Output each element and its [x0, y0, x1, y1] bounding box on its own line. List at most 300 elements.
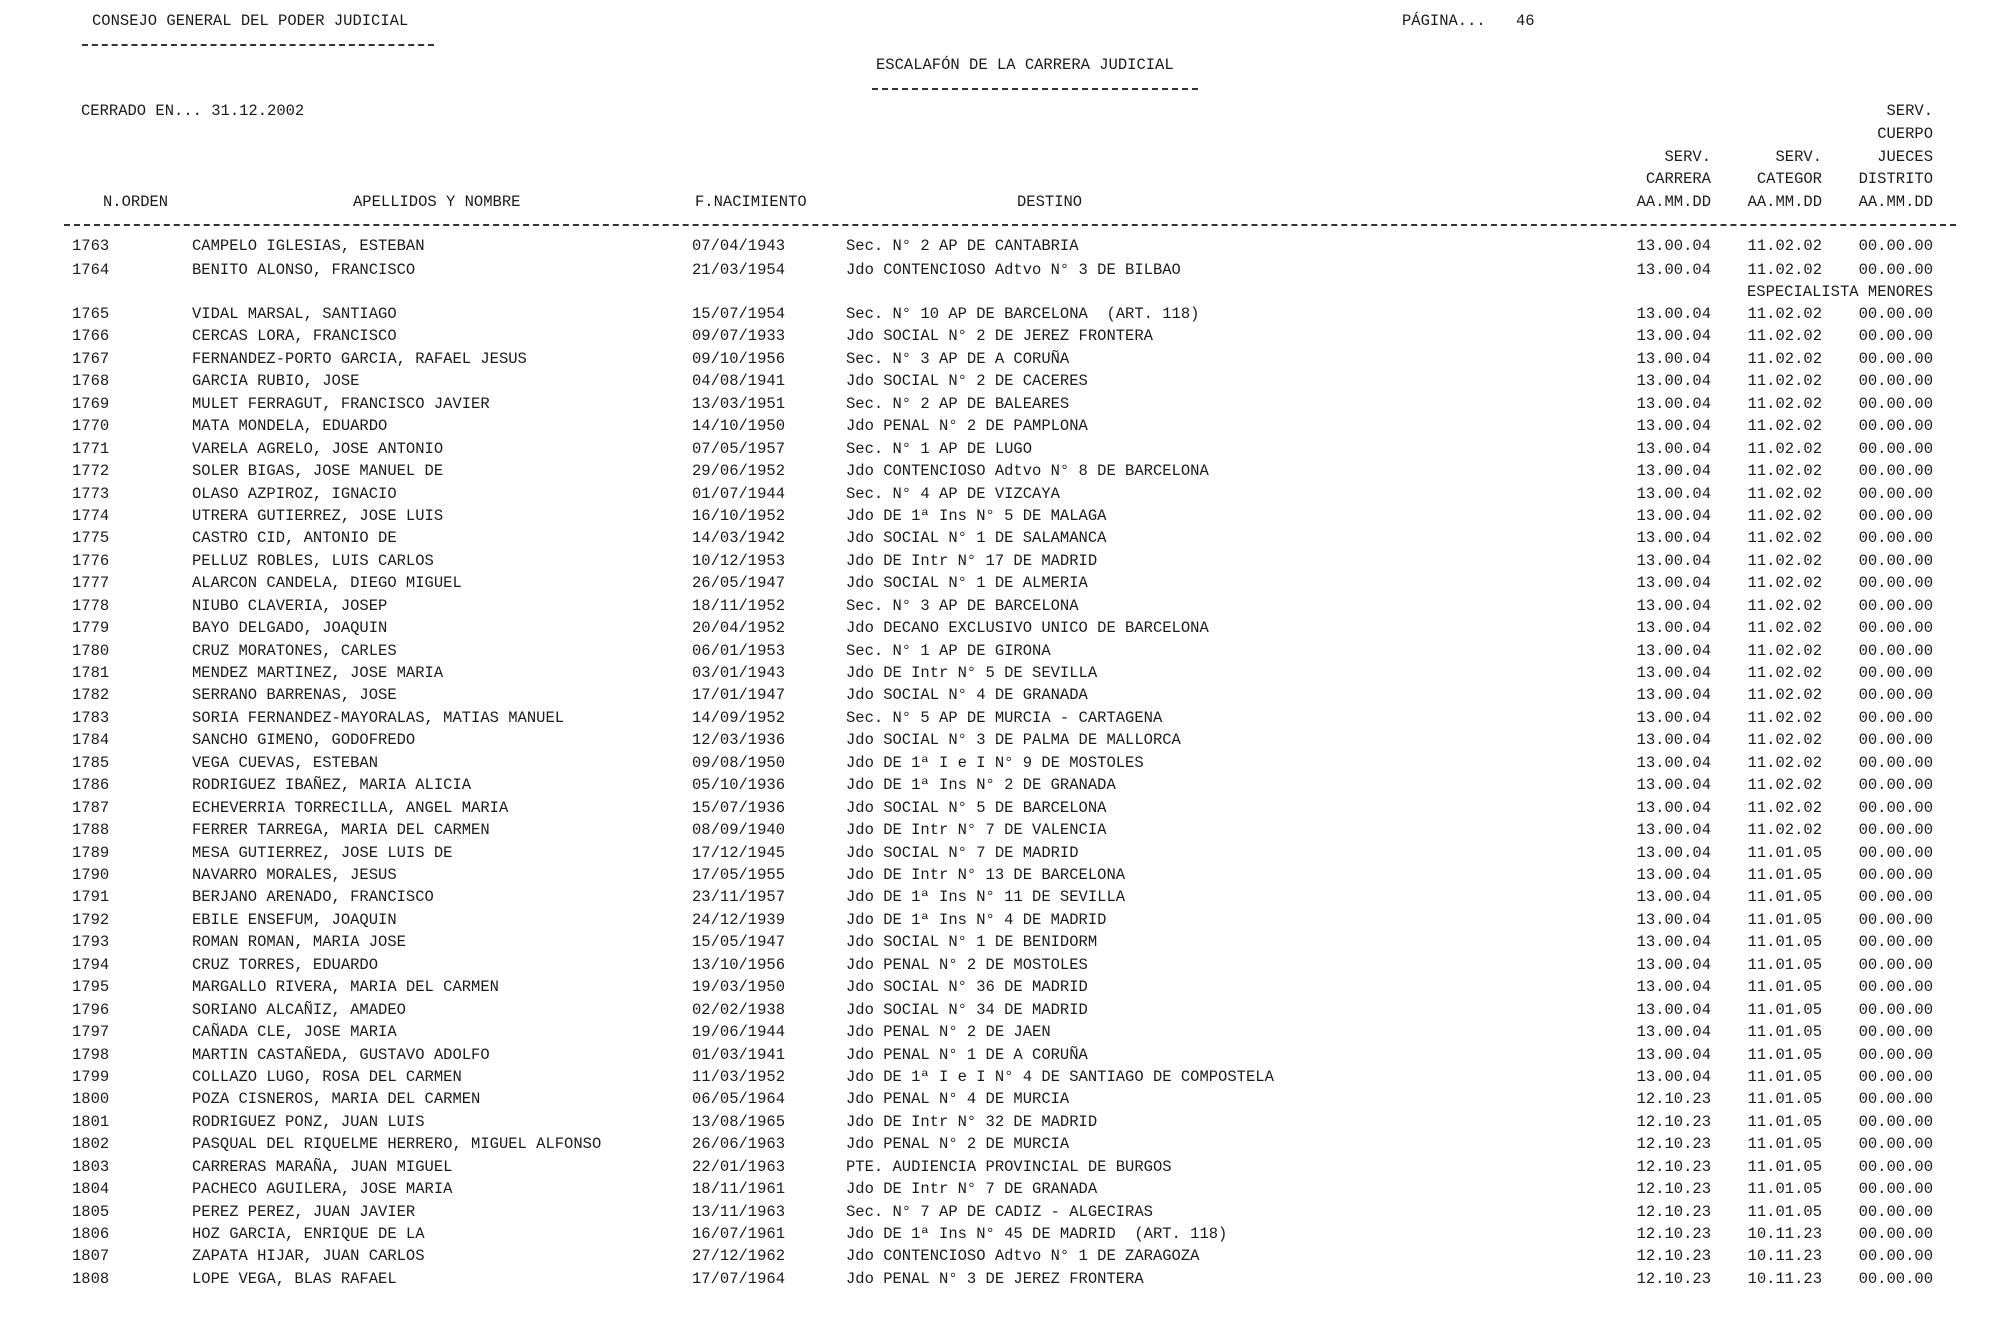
orden-number: 1791 [72, 888, 110, 907]
serv-distrito: 00.00.00 [1858, 417, 1933, 436]
serv-distrito: 00.00.00 [1858, 484, 1933, 503]
serv-carrera: 13.00.04 [1636, 978, 1711, 997]
serv-carrera: 12.10.23 [1636, 1112, 1711, 1131]
serv-categor: 11.01.05 [1747, 1202, 1822, 1221]
serv-categor: 11.01.05 [1747, 1090, 1822, 1109]
birth-date: 13/10/1956 [692, 955, 786, 974]
serv-distrito: 00.00.00 [1858, 933, 1933, 952]
destination: Jdo CONTENCIOSO Adtvo N° 8 DE BARCELONA [846, 462, 1209, 481]
orden-number: 1804 [72, 1180, 110, 1199]
birth-date: 22/01/1963 [692, 1157, 786, 1176]
destination: Sec. N° 2 AP DE BALEARES [846, 394, 1070, 413]
serv-categor: 11.02.02 [1747, 506, 1822, 525]
orden-number: 1773 [72, 484, 110, 503]
birth-date: 02/02/1938 [692, 1000, 786, 1019]
serv-distrito: 00.00.00 [1858, 1023, 1933, 1042]
column-header-destino: DESTINO [1017, 193, 1083, 211]
full-name: CAÑADA CLE, JOSE MARIA [192, 1023, 397, 1042]
orden-number: 1805 [72, 1202, 110, 1221]
birth-date: 17/07/1964 [692, 1269, 786, 1288]
column-header-distrito-line: SERV. [1886, 102, 1933, 120]
serv-carrera: 13.00.04 [1636, 506, 1711, 525]
destination: Jdo PENAL N° 4 DE MURCIA [846, 1090, 1070, 1109]
serv-categor: 11.01.05 [1747, 1180, 1822, 1199]
serv-distrito: 00.00.00 [1858, 462, 1933, 481]
serv-distrito: 00.00.00 [1858, 664, 1933, 683]
serv-distrito: 00.00.00 [1858, 394, 1933, 413]
full-name: SANCHO GIMENO, GODOFREDO [192, 731, 416, 750]
full-name: ZAPATA HIJAR, JUAN CARLOS [192, 1247, 425, 1266]
serv-categor: 11.02.02 [1747, 439, 1822, 458]
serv-distrito: 00.00.00 [1858, 619, 1933, 638]
column-header-nacimiento: F.NACIMIENTO [695, 193, 807, 211]
birth-date: 16/07/1961 [692, 1225, 786, 1244]
full-name: COLLAZO LUGO, ROSA DEL CARMEN [192, 1067, 462, 1086]
serv-categor: 11.01.05 [1747, 888, 1822, 907]
divider [82, 44, 434, 46]
full-name: MATA MONDELA, EDUARDO [192, 417, 388, 436]
serv-distrito: 00.00.00 [1858, 574, 1933, 593]
destination: Jdo DE 1ª Ins N° 2 DE GRANADA [846, 776, 1116, 795]
serv-distrito: 00.00.00 [1858, 1202, 1933, 1221]
serv-carrera: 13.00.04 [1636, 327, 1711, 346]
birth-date: 06/01/1953 [692, 641, 786, 660]
destination: Jdo DE Intr N° 17 DE MADRID [846, 551, 1098, 570]
birth-date: 13/03/1951 [692, 394, 786, 413]
destination: Jdo DECANO EXCLUSIVO UNICO DE BARCELONA [846, 619, 1209, 638]
serv-carrera: 13.00.04 [1636, 372, 1711, 391]
birth-date: 18/11/1952 [692, 596, 786, 615]
orden-number: 1801 [72, 1112, 110, 1131]
full-name: SERRANO BARRENAS, JOSE [192, 686, 397, 705]
destination: Jdo SOCIAL N° 1 DE ALMERIA [846, 574, 1088, 593]
destination: Jdo PENAL N° 3 DE JEREZ FRONTERA [846, 1269, 1144, 1288]
serv-carrera: 13.00.04 [1636, 349, 1711, 368]
full-name: UTRERA GUTIERREZ, JOSE LUIS [192, 506, 444, 525]
serv-categor: 11.02.02 [1747, 237, 1822, 255]
serv-distrito: 00.00.00 [1858, 731, 1933, 750]
serv-carrera: 13.00.04 [1636, 686, 1711, 705]
serv-carrera: 13.00.04 [1636, 888, 1711, 907]
serv-categor: 11.02.02 [1747, 798, 1822, 817]
serv-distrito: 00.00.00 [1858, 686, 1933, 705]
serv-categor: 11.02.02 [1747, 686, 1822, 705]
destination: Jdo SOCIAL N° 36 DE MADRID [846, 978, 1088, 997]
serv-categor: 11.02.02 [1747, 261, 1822, 279]
full-name: PASQUAL DEL RIQUELME HERRERO, MIGUEL ALFONSO [192, 1135, 602, 1154]
full-name: ALARCON CANDELA, DIEGO MIGUEL [192, 574, 462, 593]
birth-date: 23/11/1957 [692, 888, 786, 907]
serv-categor: 11.02.02 [1747, 349, 1822, 368]
full-name: CRUZ TORRES, EDUARDO [192, 955, 379, 974]
destination: Jdo DE 1ª Ins N° 11 DE SEVILLA [846, 888, 1126, 907]
birth-date: 09/10/1956 [692, 349, 786, 368]
birth-date: 11/03/1952 [692, 1067, 786, 1086]
serv-distrito: 00.00.00 [1858, 1045, 1933, 1064]
page-number: 46 [1516, 12, 1535, 30]
orden-number: 1775 [72, 529, 110, 548]
orden-number: 1790 [72, 866, 110, 884]
birth-date: 18/11/1961 [692, 1180, 786, 1199]
full-name: SORIANO ALCAÑIZ, AMADEO [192, 1000, 406, 1019]
full-name: MESA GUTIERREZ, JOSE LUIS DE [192, 843, 453, 862]
birth-date: 26/06/1963 [692, 1135, 786, 1154]
column-header-categor-line: SERV. [1775, 148, 1822, 166]
serv-carrera: 13.00.04 [1636, 1067, 1711, 1086]
serv-carrera: 12.10.23 [1636, 1180, 1711, 1199]
destination: Sec. N° 3 AP DE A CORUÑA [846, 349, 1070, 368]
serv-distrito: 00.00.00 [1858, 439, 1933, 458]
orden-number: 1779 [72, 619, 110, 638]
destination: Jdo PENAL N° 2 DE PAMPLONA [846, 417, 1088, 436]
orden-number: 1802 [72, 1135, 110, 1154]
serv-categor: 11.01.05 [1747, 1157, 1822, 1176]
column-header-nombre: APELLIDOS Y NOMBRE [353, 193, 521, 211]
full-name: EBILE ENSEFUM, JOAQUIN [192, 910, 397, 929]
orden-number: 1770 [72, 417, 110, 436]
document-title: ESCALAFÓN DE LA CARRERA JUDICIAL [876, 56, 1174, 74]
destination: Jdo PENAL N° 2 DE JAEN [846, 1023, 1051, 1042]
column-header-carrera-line: SERV. [1664, 148, 1711, 166]
orden-number: 1786 [72, 776, 110, 795]
full-name: RODRIGUEZ IBAÑEZ, MARIA ALICIA [192, 776, 472, 795]
serv-carrera: 13.00.04 [1636, 261, 1711, 279]
serv-carrera: 13.00.04 [1636, 394, 1711, 413]
birth-date: 29/06/1952 [692, 462, 786, 481]
orden-number: 1783 [72, 708, 110, 727]
serv-categor: 11.01.05 [1747, 933, 1822, 952]
full-name: HOZ GARCIA, ENRIQUE DE LA [192, 1225, 425, 1244]
serv-categor: 11.02.02 [1747, 327, 1822, 346]
serv-categor: 11.02.02 [1747, 821, 1822, 840]
birth-date: 12/03/1936 [692, 731, 786, 750]
orden-number: 1784 [72, 731, 110, 750]
destination: Jdo CONTENCIOSO Adtvo N° 1 DE ZARAGOZA [846, 1247, 1200, 1266]
full-name: CASTRO CID, ANTONIO DE [192, 529, 397, 548]
serv-carrera: 13.00.04 [1636, 237, 1711, 255]
birth-date: 04/08/1941 [692, 372, 786, 391]
orden-number: 1806 [72, 1225, 110, 1244]
serv-distrito: 00.00.00 [1858, 1067, 1933, 1086]
serv-distrito: 00.00.00 [1858, 1269, 1933, 1288]
orden-number: 1776 [72, 551, 110, 570]
orden-number: 1787 [72, 798, 110, 817]
serv-categor: 11.02.02 [1747, 305, 1822, 323]
full-name: OLASO AZPIROZ, IGNACIO [192, 484, 397, 503]
orden-number: 1795 [72, 978, 110, 997]
serv-distrito: 00.00.00 [1858, 529, 1933, 548]
destination: Jdo DE 1ª Ins N° 4 DE MADRID [846, 910, 1107, 929]
birth-date: 05/10/1936 [692, 776, 786, 795]
birth-date: 27/12/1962 [692, 1247, 786, 1266]
birth-date: 15/07/1954 [692, 305, 786, 323]
orden-number: 1769 [72, 394, 110, 413]
birth-date: 21/03/1954 [692, 261, 786, 279]
serv-carrera: 13.00.04 [1636, 551, 1711, 570]
column-header-distrito-line: AA.MM.DD [1858, 193, 1933, 211]
full-name: NAVARRO MORALES, JESUS [192, 866, 397, 884]
orden-number: 1785 [72, 753, 110, 772]
orden-number: 1800 [72, 1090, 110, 1109]
serv-categor: 11.02.02 [1747, 731, 1822, 750]
serv-carrera: 13.00.04 [1636, 955, 1711, 974]
full-name: SORIA FERNANDEZ-MAYORALAS, MATIAS MANUEL [192, 708, 565, 727]
destination: Jdo SOCIAL N° 5 DE BARCELONA [846, 798, 1107, 817]
serv-categor: 11.01.05 [1747, 910, 1822, 929]
serv-distrito: 00.00.00 [1858, 1247, 1933, 1266]
column-header-distrito-line: DISTRITO [1858, 170, 1933, 188]
serv-carrera: 13.00.04 [1636, 619, 1711, 638]
full-name: NIUBO CLAVERIA, JOSEP [192, 596, 388, 615]
destination: Sec. N° 7 AP DE CADIZ - ALGECIRAS [846, 1202, 1153, 1221]
specialty-note: ESPECIALISTA MENORES [1746, 283, 1933, 301]
column-header-categor-line: CATEGOR [1756, 170, 1822, 188]
birth-date: 01/07/1944 [692, 484, 786, 503]
destination: Sec. N° 10 AP DE BARCELONA (ART. 118) [846, 305, 1200, 323]
serv-distrito: 00.00.00 [1858, 551, 1933, 570]
serv-categor: 10.11.23 [1747, 1225, 1822, 1244]
serv-categor: 11.01.05 [1747, 843, 1822, 862]
page-label: PÁGINA... [1402, 12, 1486, 30]
orden-number: 1771 [72, 439, 110, 458]
full-name: PELLUZ ROBLES, LUIS CARLOS [192, 551, 434, 570]
full-name: CRUZ MORATONES, CARLES [192, 641, 397, 660]
serv-categor: 11.02.02 [1747, 776, 1822, 795]
header-divider [64, 224, 1956, 226]
birth-date: 09/07/1933 [692, 327, 786, 346]
full-name: PACHECO AGUILERA, JOSE MARIA [192, 1180, 453, 1199]
orden-number: 1794 [72, 955, 110, 974]
orden-number: 1780 [72, 641, 110, 660]
serv-distrito: 00.00.00 [1858, 1090, 1933, 1109]
serv-distrito: 00.00.00 [1858, 843, 1933, 862]
destination: Sec. N° 1 AP DE GIRONA [846, 641, 1051, 660]
serv-carrera: 13.00.04 [1636, 1023, 1711, 1042]
serv-distrito: 00.00.00 [1858, 641, 1933, 660]
serv-carrera: 13.00.04 [1636, 1000, 1711, 1019]
serv-carrera: 13.00.04 [1636, 821, 1711, 840]
serv-carrera: 13.00.04 [1636, 641, 1711, 660]
serv-categor: 11.01.05 [1747, 1112, 1822, 1131]
destination: Jdo DE 1ª I e I N° 9 DE MOSTOLES [846, 753, 1144, 772]
full-name: SOLER BIGAS, JOSE MANUEL DE [192, 462, 444, 481]
full-name: PEREZ PEREZ, JUAN JAVIER [192, 1202, 416, 1221]
orden-number: 1768 [72, 372, 110, 391]
full-name: MARGALLO RIVERA, MARIA DEL CARMEN [192, 978, 499, 997]
serv-carrera: 13.00.04 [1636, 776, 1711, 795]
serv-distrito: 00.00.00 [1858, 821, 1933, 840]
destination: PTE. AUDIENCIA PROVINCIAL DE BURGOS [846, 1157, 1172, 1176]
destination: Jdo DE 1ª I e I N° 4 DE SANTIAGO DE COMPOSTELA [846, 1067, 1274, 1086]
serv-categor: 11.02.02 [1747, 551, 1822, 570]
destination: Sec. N° 4 AP DE VIZCAYA [846, 484, 1060, 503]
birth-date: 24/12/1939 [692, 910, 786, 929]
orden-number: 1793 [72, 933, 110, 952]
organization-name: CONSEJO GENERAL DEL PODER JUDICIAL [92, 12, 409, 30]
serv-categor: 11.02.02 [1747, 529, 1822, 548]
birth-date: 15/07/1936 [692, 798, 786, 817]
closed-date: CERRADO EN... 31.12.2002 [81, 102, 305, 120]
serv-distrito: 00.00.00 [1858, 506, 1933, 525]
full-name: MARTIN CASTAÑEDA, GUSTAVO ADOLFO [192, 1045, 490, 1064]
birth-date: 14/03/1942 [692, 529, 786, 548]
serv-carrera: 13.00.04 [1636, 462, 1711, 481]
serv-carrera: 13.00.04 [1636, 664, 1711, 683]
destination: Jdo PENAL N° 2 DE MOSTOLES [846, 955, 1088, 974]
destination: Jdo DE Intr N° 7 DE GRANADA [846, 1180, 1098, 1199]
birth-date: 08/09/1940 [692, 821, 786, 840]
full-name: FERRER TARREGA, MARIA DEL CARMEN [192, 821, 490, 840]
serv-carrera: 13.00.04 [1636, 484, 1711, 503]
serv-categor: 11.01.05 [1747, 955, 1822, 974]
full-name: VEGA CUEVAS, ESTEBAN [192, 753, 379, 772]
destination: Jdo DE Intr N° 7 DE VALENCIA [846, 821, 1107, 840]
birth-date: 20/04/1952 [692, 619, 786, 638]
serv-categor: 11.02.02 [1747, 394, 1822, 413]
orden-number: 1763 [72, 237, 110, 255]
serv-distrito: 00.00.00 [1858, 349, 1933, 368]
full-name: BERJANO ARENADO, FRANCISCO [192, 888, 434, 907]
serv-categor: 11.02.02 [1747, 664, 1822, 683]
destination: Jdo DE Intr N° 5 DE SEVILLA [846, 664, 1098, 683]
destination: Jdo SOCIAL N° 4 DE GRANADA [846, 686, 1088, 705]
orden-number: 1788 [72, 821, 110, 840]
orden-number: 1778 [72, 596, 110, 615]
full-name: CARRERAS MARAÑA, JUAN MIGUEL [192, 1157, 453, 1176]
serv-categor: 11.02.02 [1747, 484, 1822, 503]
serv-categor: 11.01.05 [1747, 1067, 1822, 1086]
serv-distrito: 00.00.00 [1858, 1135, 1933, 1154]
destination: Jdo PENAL N° 1 DE A CORUÑA [846, 1045, 1088, 1064]
serv-carrera: 13.00.04 [1636, 910, 1711, 929]
orden-number: 1798 [72, 1045, 110, 1064]
birth-date: 03/01/1943 [692, 664, 786, 683]
full-name: RODRIGUEZ PONZ, JUAN LUIS [192, 1112, 425, 1131]
birth-date: 13/08/1965 [692, 1112, 786, 1131]
birth-date: 14/09/1952 [692, 708, 786, 727]
serv-carrera: 13.00.04 [1636, 753, 1711, 772]
serv-categor: 11.02.02 [1747, 462, 1822, 481]
destination: Jdo DE 1ª Ins N° 45 DE MADRID (ART. 118) [846, 1225, 1228, 1244]
birth-date: 01/03/1941 [692, 1045, 786, 1064]
serv-carrera: 12.10.23 [1636, 1247, 1711, 1266]
serv-distrito: 00.00.00 [1858, 596, 1933, 615]
divider [872, 88, 1198, 90]
serv-distrito: 00.00.00 [1858, 1157, 1933, 1176]
destination: Jdo SOCIAL N° 3 DE PALMA DE MALLORCA [846, 731, 1181, 750]
serv-distrito: 00.00.00 [1858, 776, 1933, 795]
serv-carrera: 12.10.23 [1636, 1090, 1711, 1109]
destination: Sec. N° 5 AP DE MURCIA - CARTAGENA [846, 708, 1163, 727]
serv-distrito: 00.00.00 [1858, 798, 1933, 817]
full-name: CAMPELO IGLESIAS, ESTEBAN [192, 237, 425, 255]
orden-number: 1796 [72, 1000, 110, 1019]
destination: Jdo DE Intr N° 32 DE MADRID [846, 1112, 1098, 1131]
birth-date: 09/08/1950 [692, 753, 786, 772]
orden-number: 1766 [72, 327, 110, 346]
birth-date: 14/10/1950 [692, 417, 786, 436]
full-name: GARCIA RUBIO, JOSE [192, 372, 360, 391]
destination: Sec. N° 2 AP DE CANTABRIA [846, 237, 1079, 255]
serv-carrera: 13.00.04 [1636, 798, 1711, 817]
birth-date: 26/05/1947 [692, 574, 786, 593]
birth-date: 17/12/1945 [692, 843, 786, 862]
full-name: MULET FERRAGUT, FRANCISCO JAVIER [192, 394, 490, 413]
serv-distrito: 00.00.00 [1858, 888, 1933, 907]
serv-categor: 11.01.05 [1747, 866, 1822, 884]
orden-number: 1797 [72, 1023, 110, 1042]
serv-distrito: 00.00.00 [1858, 910, 1933, 929]
column-header-distrito-line: JUECES [1877, 148, 1933, 166]
orden-number: 1792 [72, 910, 110, 929]
serv-categor: 10.11.23 [1747, 1269, 1822, 1288]
destination: Jdo SOCIAL N° 34 DE MADRID [846, 1000, 1088, 1019]
birth-date: 06/05/1964 [692, 1090, 786, 1109]
serv-distrito: 00.00.00 [1858, 327, 1933, 346]
orden-number: 1807 [72, 1247, 110, 1266]
full-name: VIDAL MARSAL, SANTIAGO [192, 305, 397, 323]
serv-carrera: 13.00.04 [1636, 596, 1711, 615]
serv-carrera: 12.10.23 [1636, 1269, 1711, 1288]
orden-number: 1803 [72, 1157, 110, 1176]
column-header-categor-line: AA.MM.DD [1747, 193, 1822, 211]
destination: Jdo DE 1ª Ins N° 5 DE MALAGA [846, 506, 1107, 525]
serv-categor: 11.02.02 [1747, 708, 1822, 727]
serv-categor: 11.01.05 [1747, 1023, 1822, 1042]
birth-date: 07/04/1943 [692, 237, 786, 255]
serv-distrito: 00.00.00 [1858, 978, 1933, 997]
serv-carrera: 13.00.04 [1636, 1045, 1711, 1064]
orden-number: 1808 [72, 1269, 110, 1288]
serv-distrito: 00.00.00 [1858, 261, 1933, 279]
column-header-carrera-line: CARRERA [1645, 170, 1711, 188]
serv-carrera: 12.10.23 [1636, 1135, 1711, 1154]
serv-distrito: 00.00.00 [1858, 1225, 1933, 1244]
serv-carrera: 13.00.04 [1636, 529, 1711, 548]
full-name: ECHEVERRIA TORRECILLA, ANGEL MARIA [192, 798, 509, 817]
serv-categor: 11.02.02 [1747, 641, 1822, 660]
serv-carrera: 13.00.04 [1636, 843, 1711, 862]
orden-number: 1764 [72, 261, 110, 279]
serv-carrera: 12.10.23 [1636, 1202, 1711, 1221]
serv-distrito: 00.00.00 [1858, 753, 1933, 772]
serv-distrito: 00.00.00 [1858, 1000, 1933, 1019]
serv-distrito: 00.00.00 [1858, 866, 1933, 884]
serv-carrera: 13.00.04 [1636, 866, 1711, 884]
serv-categor: 11.02.02 [1747, 417, 1822, 436]
birth-date: 10/12/1953 [692, 551, 786, 570]
destination: Jdo CONTENCIOSO Adtvo N° 3 DE BILBAO [846, 261, 1181, 279]
birth-date: 19/03/1950 [692, 978, 786, 997]
column-header-carrera-line: AA.MM.DD [1636, 193, 1711, 211]
serv-distrito: 00.00.00 [1858, 305, 1933, 323]
orden-number: 1799 [72, 1067, 110, 1086]
column-header-distrito-line: CUERPO [1877, 125, 1933, 143]
orden-number: 1777 [72, 574, 110, 593]
serv-distrito: 00.00.00 [1858, 237, 1933, 255]
orden-number: 1767 [72, 349, 110, 368]
serv-categor: 11.02.02 [1747, 372, 1822, 391]
orden-number: 1772 [72, 462, 110, 481]
serv-distrito: 00.00.00 [1858, 708, 1933, 727]
full-name: BENITO ALONSO, FRANCISCO [192, 261, 416, 279]
serv-distrito: 00.00.00 [1858, 1180, 1933, 1199]
birth-date: 15/05/1947 [692, 933, 786, 952]
serv-carrera: 13.00.04 [1636, 731, 1711, 750]
full-name: VARELA AGRELO, JOSE ANTONIO [192, 439, 444, 458]
destination: Sec. N° 3 AP DE BARCELONA [846, 596, 1079, 615]
serv-categor: 11.02.02 [1747, 596, 1822, 615]
